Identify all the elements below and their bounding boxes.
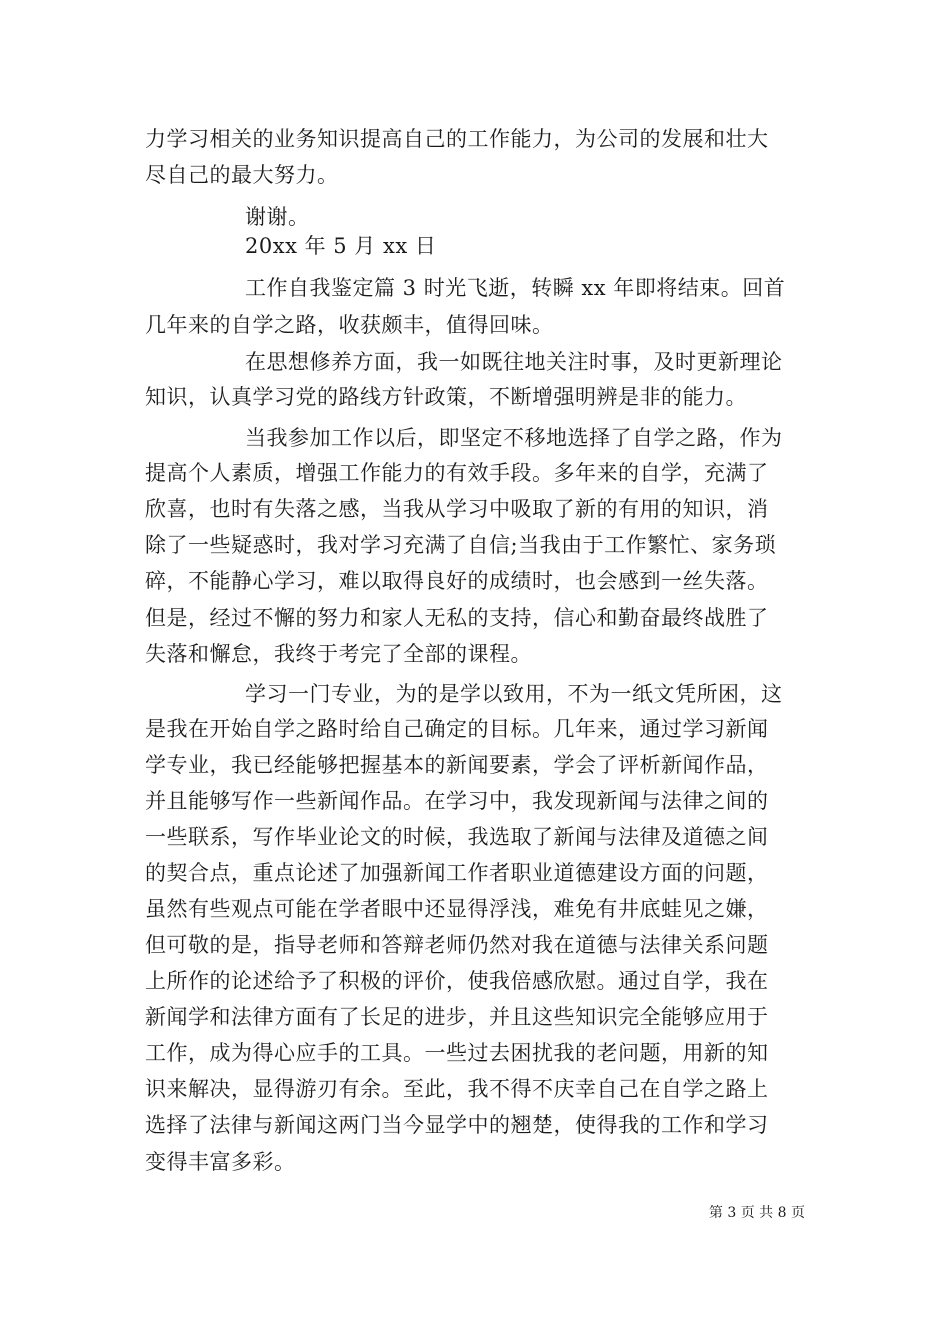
page-number: 第 3 页 共 8 页 xyxy=(708,1205,805,1221)
text-line: 识来解决，显得游刃有余。至此，我不得不庆幸自己在自学之路上 xyxy=(145,1077,769,1101)
text-line: 学习一门专业，为的是学以致用，不为一纸文凭所困，这 xyxy=(245,682,783,706)
text-line: 上所作的论述给予了积极的评价，使我倍感欣慰。通过自学，我在 xyxy=(145,969,769,993)
text-line: 工作自我鉴定篇 3 时光飞逝，转瞬 xx 年即将结束。回首 xyxy=(245,276,786,300)
text-line: 欣喜，也时有失落之感，当我从学习中吸取了新的有用的知识，消 xyxy=(145,497,769,521)
text-line: 在思想修养方面，我一如既往地关注时事，及时更新理论 xyxy=(245,350,783,374)
text-line: 几年来的自学之路，收获颇丰，值得回味。 xyxy=(145,313,554,337)
date-line: 20xx 年 5 月 xx 日 xyxy=(245,234,437,258)
text-line: 力学习相关的业务知识提高自己的工作能力，为公司的发展和壮大 xyxy=(145,127,769,151)
text-line: 碎，不能静心学习，难以取得良好的成绩时，也会感到一丝失落。 xyxy=(145,569,769,593)
text-line: 尽自己的最大努力。 xyxy=(145,163,339,187)
text-line: 学专业，我已经能够把握基本的新闻要素，学会了评析新闻作品， xyxy=(145,753,769,777)
text-line: 变得丰富多彩。 xyxy=(145,1150,296,1174)
text-line: 当我参加工作以后，即坚定不移地选择了自学之路，作为 xyxy=(245,426,783,450)
text-line: 但是，经过不懈的努力和家人无私的支持，信心和勤奋最终战胜了 xyxy=(145,606,769,630)
text-line: 提高个人素质，增强工作能力的有效手段。多年来的自学，充满了 xyxy=(145,461,769,485)
text-line: 的契合点，重点论述了加强新闻工作者职业道德建设方面的问题， xyxy=(145,861,769,885)
text-line: 虽然有些观点可能在学者眼中还显得浮浅，难免有井底蛙见之嫌， xyxy=(145,897,769,921)
text-line: 选择了法律与新闻这两门当今显学中的翘楚，使得我的工作和学习 xyxy=(145,1113,769,1137)
text-line: 但可敬的是，指导老师和答辩老师仍然对我在道德与法律关系问题 xyxy=(145,933,769,957)
text-line: 新闻学和法律方面有了长足的进步，并且这些知识完全能够应用于 xyxy=(145,1005,769,1029)
text-line: 工作，成为得心应手的工具。一些过去困扰我的老问题，用新的知 xyxy=(145,1041,769,1065)
text-line: 是我在开始自学之路时给自己确定的目标。几年来，通过学习新闻 xyxy=(145,717,769,741)
text-line: 除了一些疑惑时，我对学习充满了自信;当我由于工作繁忙、家务琐 xyxy=(145,533,777,557)
text-line: 谢谢。 xyxy=(245,205,310,229)
text-line: 并且能够写作一些新闻作品。在学习中，我发现新闻与法律之间的 xyxy=(145,789,769,813)
text-line: 失落和懈怠，我终于考完了全部的课程。 xyxy=(145,642,532,666)
text-line: 一些联系，写作毕业论文的时候，我选取了新闻与法律及道德之间 xyxy=(145,825,769,849)
text-line: 知识，认真学习党的路线方针政策，不断增强明辨是非的能力。 xyxy=(145,385,747,409)
